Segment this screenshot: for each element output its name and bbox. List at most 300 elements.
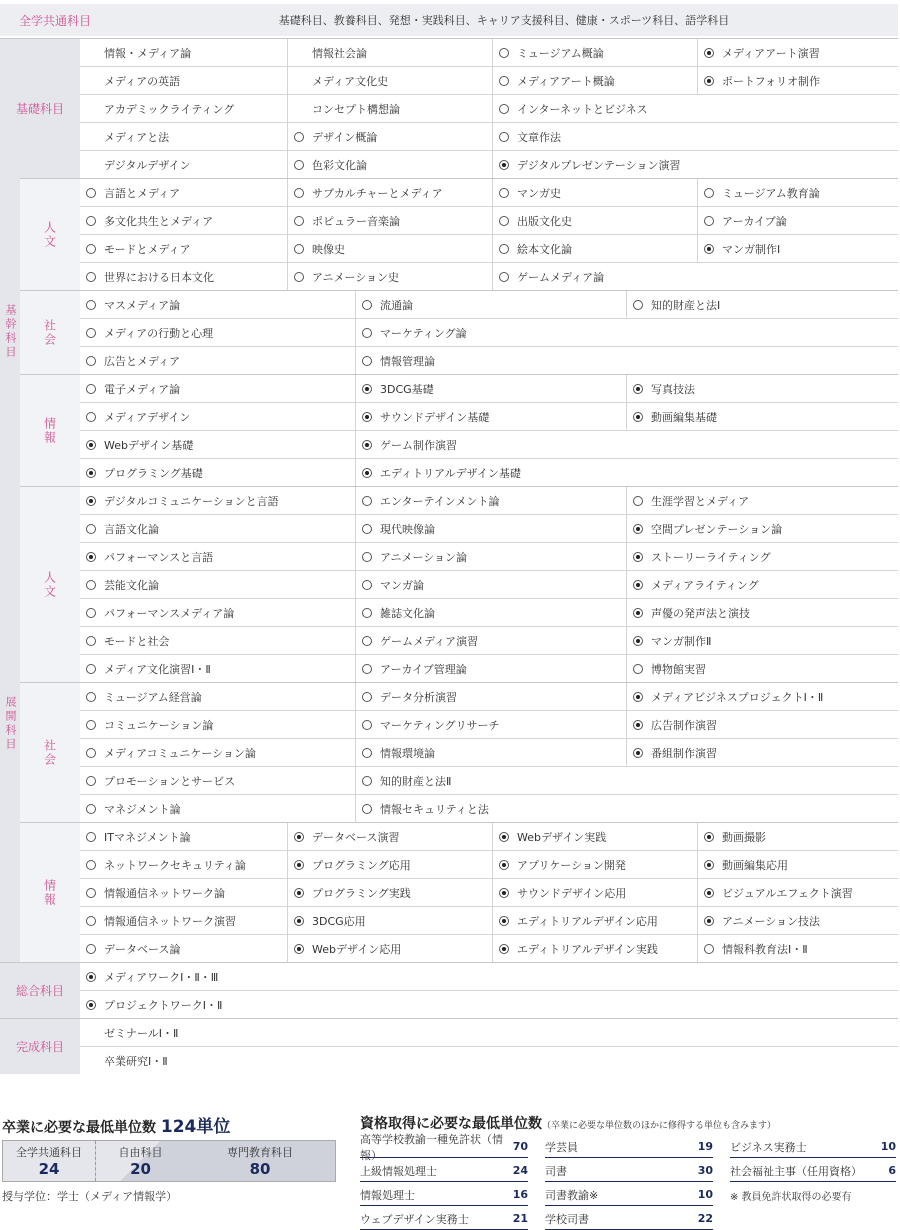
qualification-credits: 6 xyxy=(888,1164,896,1177)
filled-circle-icon xyxy=(499,160,509,170)
qualification-footnote: ※ 教員免許状取得の必要有 xyxy=(730,1192,852,1203)
course-name: 情報環境論 xyxy=(380,747,435,760)
course-cell xyxy=(355,291,413,319)
course-cell xyxy=(492,935,658,963)
circle-icon xyxy=(499,188,509,198)
course-cell xyxy=(697,207,787,235)
course-name: エディトリアルデザイン実践 xyxy=(517,943,658,956)
course-cell xyxy=(626,627,711,655)
table-row xyxy=(80,795,898,823)
course-cell xyxy=(492,67,615,95)
filled-circle-icon xyxy=(704,76,714,86)
circle-icon xyxy=(499,104,509,114)
circle-icon xyxy=(86,776,96,786)
qualification-item xyxy=(545,1136,713,1158)
course-cell xyxy=(86,319,213,347)
course-name: メディアアート概論 xyxy=(517,75,615,88)
course-cell xyxy=(492,235,572,263)
course-cell xyxy=(86,879,225,907)
course-name: メディアビジネスプロジェクトⅠ・Ⅱ xyxy=(651,691,824,704)
course-cell xyxy=(287,935,401,963)
course-cell xyxy=(86,431,193,459)
qualification-name: 司書 xyxy=(545,1164,567,1178)
course-name: サウンドデザイン基礎 xyxy=(380,411,490,424)
circle-icon xyxy=(362,356,372,366)
circle-icon xyxy=(86,608,96,618)
course-name: 雑誌文化論 xyxy=(380,607,435,620)
course-cell xyxy=(86,991,222,1019)
table-row xyxy=(80,627,898,655)
table-row xyxy=(80,1047,898,1075)
course-cell xyxy=(86,935,180,963)
qualification-credits: 24 xyxy=(512,1164,528,1177)
filled-circle-icon xyxy=(86,552,96,562)
course-cell xyxy=(355,655,467,683)
qualification-item xyxy=(360,1160,528,1182)
group-label-text: 展開科目 xyxy=(4,696,17,752)
course-cell xyxy=(86,963,218,991)
course-name: 色彩文化論 xyxy=(312,159,367,172)
course-name: 写真技法 xyxy=(651,383,695,396)
course-name: メディア文化史 xyxy=(312,75,389,88)
course-cell xyxy=(86,459,203,487)
filled-circle-icon xyxy=(362,440,372,450)
course-name: メディアワークⅠ・Ⅱ・Ⅲ xyxy=(104,971,219,984)
qualification-name: 上級情報処理士 xyxy=(360,1164,437,1178)
course-name: メディアの英語 xyxy=(104,75,181,88)
table-row xyxy=(80,515,898,543)
course-name: Webデザイン応用 xyxy=(312,943,402,956)
qualification-name: 学芸員 xyxy=(545,1140,578,1154)
qualification-name: 学校司書 xyxy=(545,1212,589,1226)
spacer-icon xyxy=(294,76,304,86)
course-cell xyxy=(626,291,720,319)
course-cell xyxy=(86,515,159,543)
qualification-item xyxy=(360,1184,528,1206)
course-cell xyxy=(86,627,170,655)
circle-icon xyxy=(362,748,372,758)
circle-icon xyxy=(86,580,96,590)
section-tenkai-joho xyxy=(0,822,898,962)
course-name: 動画編集基礎 xyxy=(651,411,717,424)
graduation-breakdown xyxy=(2,1140,336,1182)
course-name: 広告とメディア xyxy=(104,355,181,368)
table-row xyxy=(80,851,898,879)
course-cell xyxy=(287,95,400,123)
course-cell xyxy=(86,263,214,291)
course-cell xyxy=(697,935,808,963)
course-cell xyxy=(626,599,750,627)
table-row xyxy=(80,543,898,571)
spacer-icon xyxy=(86,48,96,58)
qualification-item xyxy=(545,1160,713,1182)
circle-icon xyxy=(362,692,372,702)
circle-icon xyxy=(86,860,96,870)
table-row xyxy=(80,151,898,179)
course-name: ゼミナールⅠ・Ⅱ xyxy=(104,1027,179,1040)
course-name: ミュージアム教育論 xyxy=(722,187,820,200)
table-row xyxy=(80,991,898,1019)
circle-icon xyxy=(86,832,96,842)
course-cell xyxy=(86,1047,168,1075)
course-cell xyxy=(355,571,424,599)
course-cell xyxy=(355,543,467,571)
course-cell xyxy=(86,683,202,711)
course-cell xyxy=(86,347,180,375)
course-name: プログラミング応用 xyxy=(312,859,411,872)
course-cell xyxy=(492,823,606,851)
filled-circle-icon xyxy=(704,916,714,926)
course-cell xyxy=(697,823,766,851)
table-row xyxy=(80,487,898,515)
course-name: コミュニケーション論 xyxy=(104,719,214,732)
circle-icon xyxy=(362,300,372,310)
course-cell xyxy=(86,235,191,263)
course-cell xyxy=(86,543,213,571)
course-name: 電子メディア論 xyxy=(104,383,181,396)
table-row xyxy=(80,123,898,151)
filled-circle-icon xyxy=(294,860,304,870)
circle-icon xyxy=(633,300,643,310)
course-name: メディアの行動と心理 xyxy=(104,327,214,340)
course-name: データ分析演習 xyxy=(380,691,457,704)
course-name: 芸能文化論 xyxy=(104,579,159,592)
course-name: マーケティングリサーチ xyxy=(380,719,500,732)
course-cell xyxy=(355,403,489,431)
course-name: メディアデザイン xyxy=(104,411,191,424)
section-label-text: 社会 xyxy=(42,738,57,767)
course-cell xyxy=(86,179,180,207)
course-name: コンセプト構想論 xyxy=(312,103,400,116)
filled-circle-icon xyxy=(86,440,96,450)
course-name: アニメーション技法 xyxy=(722,915,821,928)
course-name: メディア文化演習Ⅰ・Ⅱ xyxy=(104,663,211,676)
filled-circle-icon xyxy=(704,888,714,898)
circle-icon xyxy=(362,328,372,338)
course-cell xyxy=(492,263,604,291)
section-kikan-joho xyxy=(0,374,898,486)
circle-icon xyxy=(86,888,96,898)
section-label-kiso xyxy=(0,39,80,178)
course-cell xyxy=(492,151,680,179)
group-label-tenkai xyxy=(0,486,20,962)
course-name: アーカイブ管理論 xyxy=(380,663,467,676)
qualification-credits: 10 xyxy=(880,1140,896,1153)
course-name: インターネットとビジネス xyxy=(517,103,648,116)
filled-circle-icon xyxy=(633,692,643,702)
circle-icon xyxy=(362,580,372,590)
spacer-icon xyxy=(86,132,96,142)
section-kiso xyxy=(0,38,898,178)
course-cell xyxy=(355,711,499,739)
section-label-text: 総合科目 xyxy=(15,984,64,998)
table-row xyxy=(80,403,898,431)
course-name: 言語とメディア xyxy=(104,187,181,200)
course-name: 空間プレゼンテーション論 xyxy=(651,523,783,536)
course-cell xyxy=(626,543,771,571)
course-cell xyxy=(86,95,234,123)
qualification-item xyxy=(360,1208,528,1230)
course-cell xyxy=(626,711,717,739)
circle-icon xyxy=(86,328,96,338)
spacer-icon xyxy=(294,104,304,114)
filled-circle-icon xyxy=(86,496,96,506)
course-name: 知的財産と法Ⅱ xyxy=(380,775,452,788)
circle-icon xyxy=(86,720,96,730)
course-name: メディアコミュニケーション論 xyxy=(104,747,256,760)
course-name: 絵本文化論 xyxy=(517,243,572,256)
course-cell xyxy=(697,179,820,207)
circle-icon xyxy=(633,664,643,674)
filled-circle-icon xyxy=(704,244,714,254)
filled-circle-icon xyxy=(86,468,96,478)
course-name: 映像史 xyxy=(312,243,345,256)
table-row xyxy=(80,375,898,403)
course-name: メディアアート演習 xyxy=(722,47,820,60)
course-name: ネットワークセキュリティ論 xyxy=(104,859,246,872)
circle-icon xyxy=(86,804,96,814)
spacer-icon xyxy=(86,1056,96,1066)
course-name: マーケティング論 xyxy=(380,327,467,340)
course-name: デジタルコミュニケーションと言語 xyxy=(104,495,279,508)
course-cell xyxy=(626,515,782,543)
course-cell xyxy=(86,795,181,823)
course-cell xyxy=(492,95,648,123)
qualification-item xyxy=(360,1132,528,1162)
course-name: 動画撮影 xyxy=(722,831,766,844)
circle-icon xyxy=(499,132,509,142)
course-name: 3DCG基礎 xyxy=(380,383,434,396)
spacer-icon xyxy=(86,104,96,114)
section-label-text: 基礎科目 xyxy=(15,102,64,116)
section-label-text: 人文 xyxy=(42,570,57,599)
table-row xyxy=(80,599,898,627)
course-cell xyxy=(355,487,499,515)
filled-circle-icon xyxy=(704,48,714,58)
circle-icon xyxy=(362,776,372,786)
filled-circle-icon xyxy=(633,384,643,394)
course-name: エディトリアルデザイン応用 xyxy=(517,915,658,928)
course-cell xyxy=(626,739,717,767)
table-row xyxy=(80,935,898,963)
filled-circle-icon xyxy=(633,608,643,618)
course-cell xyxy=(626,403,717,431)
course-name: サウンドデザイン応用 xyxy=(517,887,627,900)
circle-icon xyxy=(499,216,509,226)
table-row xyxy=(80,459,898,487)
course-cell xyxy=(492,123,561,151)
group-label-text: 基幹科目 xyxy=(4,304,17,360)
course-cell xyxy=(492,907,658,935)
circle-icon xyxy=(294,188,304,198)
course-name: モードと社会 xyxy=(104,635,170,648)
course-name: ゲームメディア演習 xyxy=(380,635,479,648)
filled-circle-icon xyxy=(633,580,643,590)
course-cell xyxy=(355,683,457,711)
course-cell xyxy=(697,879,853,907)
graduation-title: 卒業に必要な最低単位数 124単位 xyxy=(2,1117,231,1137)
circle-icon xyxy=(362,552,372,562)
section-label-text: 情報 xyxy=(42,416,57,445)
graduation-box-common: 全学共通科目 24 xyxy=(3,1141,95,1181)
course-cell xyxy=(86,67,180,95)
course-cell xyxy=(287,207,400,235)
table-row xyxy=(80,235,898,263)
course-cell xyxy=(86,823,191,851)
section-kikan-jinbun xyxy=(0,178,898,290)
course-name: ミュージアム経営論 xyxy=(104,691,202,704)
section-label-text: 社会 xyxy=(42,318,57,347)
qualification-credits: 21 xyxy=(512,1212,528,1225)
circle-icon xyxy=(86,916,96,926)
circle-icon xyxy=(362,524,372,534)
qualification-name: 社会福祉主事（任用資格） xyxy=(730,1164,862,1178)
circle-icon xyxy=(362,804,372,814)
spacer-icon xyxy=(294,48,304,58)
circle-icon xyxy=(86,944,96,954)
table-row xyxy=(80,739,898,767)
filled-circle-icon xyxy=(633,412,643,422)
table-row xyxy=(80,963,898,991)
course-name: マンガ制作Ⅰ xyxy=(722,243,781,256)
course-name: 3DCG応用 xyxy=(312,915,366,928)
spacer-icon xyxy=(86,76,96,86)
course-cell xyxy=(355,515,435,543)
filled-circle-icon xyxy=(499,832,509,842)
course-cell xyxy=(492,179,561,207)
qualification-credits: 70 xyxy=(512,1140,528,1153)
course-cell xyxy=(86,375,180,403)
course-cell xyxy=(492,879,626,907)
course-cell xyxy=(86,767,235,795)
filled-circle-icon xyxy=(86,972,96,982)
course-name: ストーリーライティング xyxy=(651,551,771,564)
course-name: モードとメディア xyxy=(104,243,191,256)
circle-icon xyxy=(86,412,96,422)
section-tenkai-shakai xyxy=(0,682,898,822)
course-cell xyxy=(86,739,256,767)
course-name: 情報セキュリティと法 xyxy=(380,803,489,816)
course-name: 声優の発声法と演技 xyxy=(651,607,750,620)
course-cell xyxy=(86,655,211,683)
course-cell xyxy=(86,151,191,179)
filled-circle-icon xyxy=(294,916,304,926)
circle-icon xyxy=(633,496,643,506)
course-cell xyxy=(287,879,411,907)
filled-circle-icon xyxy=(294,888,304,898)
course-name: 文章作法 xyxy=(517,131,561,144)
qualification-credits: 22 xyxy=(697,1212,713,1225)
course-cell xyxy=(697,851,788,879)
course-cell xyxy=(287,235,345,263)
course-name: サブカルチャーとメディア xyxy=(312,187,443,200)
course-name: ゲーム制作演習 xyxy=(380,439,457,452)
course-cell xyxy=(86,39,191,67)
circle-icon xyxy=(86,748,96,758)
circle-icon xyxy=(294,244,304,254)
course-cell xyxy=(287,179,443,207)
course-name: マンガ制作Ⅱ xyxy=(651,635,712,648)
course-name: データベース論 xyxy=(104,943,181,956)
course-name: 世界における日本文化 xyxy=(104,271,214,284)
table-row xyxy=(80,571,898,599)
course-name: マンガ論 xyxy=(380,579,424,592)
section-label-kansei xyxy=(0,1019,80,1074)
course-name: デジタルプレゼンテーション演習 xyxy=(517,159,681,172)
course-cell xyxy=(287,851,411,879)
circle-icon xyxy=(86,692,96,702)
course-name: 情報科教育法Ⅰ・Ⅱ xyxy=(722,943,808,956)
filled-circle-icon xyxy=(362,412,372,422)
table-row xyxy=(80,431,898,459)
circle-icon xyxy=(86,384,96,394)
filled-circle-icon xyxy=(499,860,509,870)
course-name: エディトリアルデザイン基礎 xyxy=(380,467,521,480)
section-label-tenkai-shakai xyxy=(20,683,80,822)
circle-icon xyxy=(704,944,714,954)
spacer-icon xyxy=(86,160,96,170)
qualification-credits: 30 xyxy=(697,1164,713,1177)
course-name: ポートフォリオ制作 xyxy=(722,75,821,88)
table-row xyxy=(80,95,898,123)
circle-icon xyxy=(499,76,509,86)
course-cell xyxy=(287,151,367,179)
course-name: マンガ史 xyxy=(517,187,561,200)
course-cell xyxy=(626,655,706,683)
graduation-total: 124単位 xyxy=(160,1117,231,1137)
section-label-text: 情報 xyxy=(42,878,57,907)
course-name: メディアと法 xyxy=(104,131,170,144)
section-label-tenkai-jinbun xyxy=(20,487,80,682)
circle-icon xyxy=(86,188,96,198)
circle-icon xyxy=(499,272,509,282)
course-cell xyxy=(86,571,159,599)
course-cell xyxy=(697,39,820,67)
course-cell xyxy=(86,907,236,935)
circle-icon xyxy=(86,244,96,254)
table-row xyxy=(80,207,898,235)
section-tenkai-jinbun xyxy=(0,486,898,682)
course-name: 博物館実習 xyxy=(651,663,706,676)
table-row xyxy=(80,39,898,67)
qualification-name: 高等学校教諭一種免許状（情報） xyxy=(360,1132,503,1162)
circle-icon xyxy=(294,132,304,142)
circle-icon xyxy=(294,272,304,282)
section-sogo xyxy=(0,962,898,1018)
course-name: 情報・メディア論 xyxy=(104,47,192,60)
qualification-item xyxy=(730,1160,896,1182)
qualification-item xyxy=(730,1136,896,1158)
course-cell xyxy=(492,207,572,235)
course-name: アカデミックライティング xyxy=(104,103,235,116)
circle-icon xyxy=(362,496,372,506)
course-name: ポピュラー音楽論 xyxy=(312,215,400,228)
course-cell xyxy=(287,263,399,291)
course-cell xyxy=(86,711,213,739)
qualification-name: 情報処理士 xyxy=(360,1188,415,1202)
course-name: データベース演習 xyxy=(312,831,400,844)
table-row xyxy=(80,1019,898,1047)
group-label-kikan xyxy=(0,178,20,486)
course-name: エンターテインメント論 xyxy=(380,495,500,508)
course-cell xyxy=(355,627,478,655)
filled-circle-icon xyxy=(704,860,714,870)
section-kikan-shakai xyxy=(0,290,898,374)
table-row xyxy=(80,767,898,795)
course-cell xyxy=(287,907,366,935)
course-cell xyxy=(626,683,823,711)
section-label-kikan-shakai xyxy=(20,291,80,374)
